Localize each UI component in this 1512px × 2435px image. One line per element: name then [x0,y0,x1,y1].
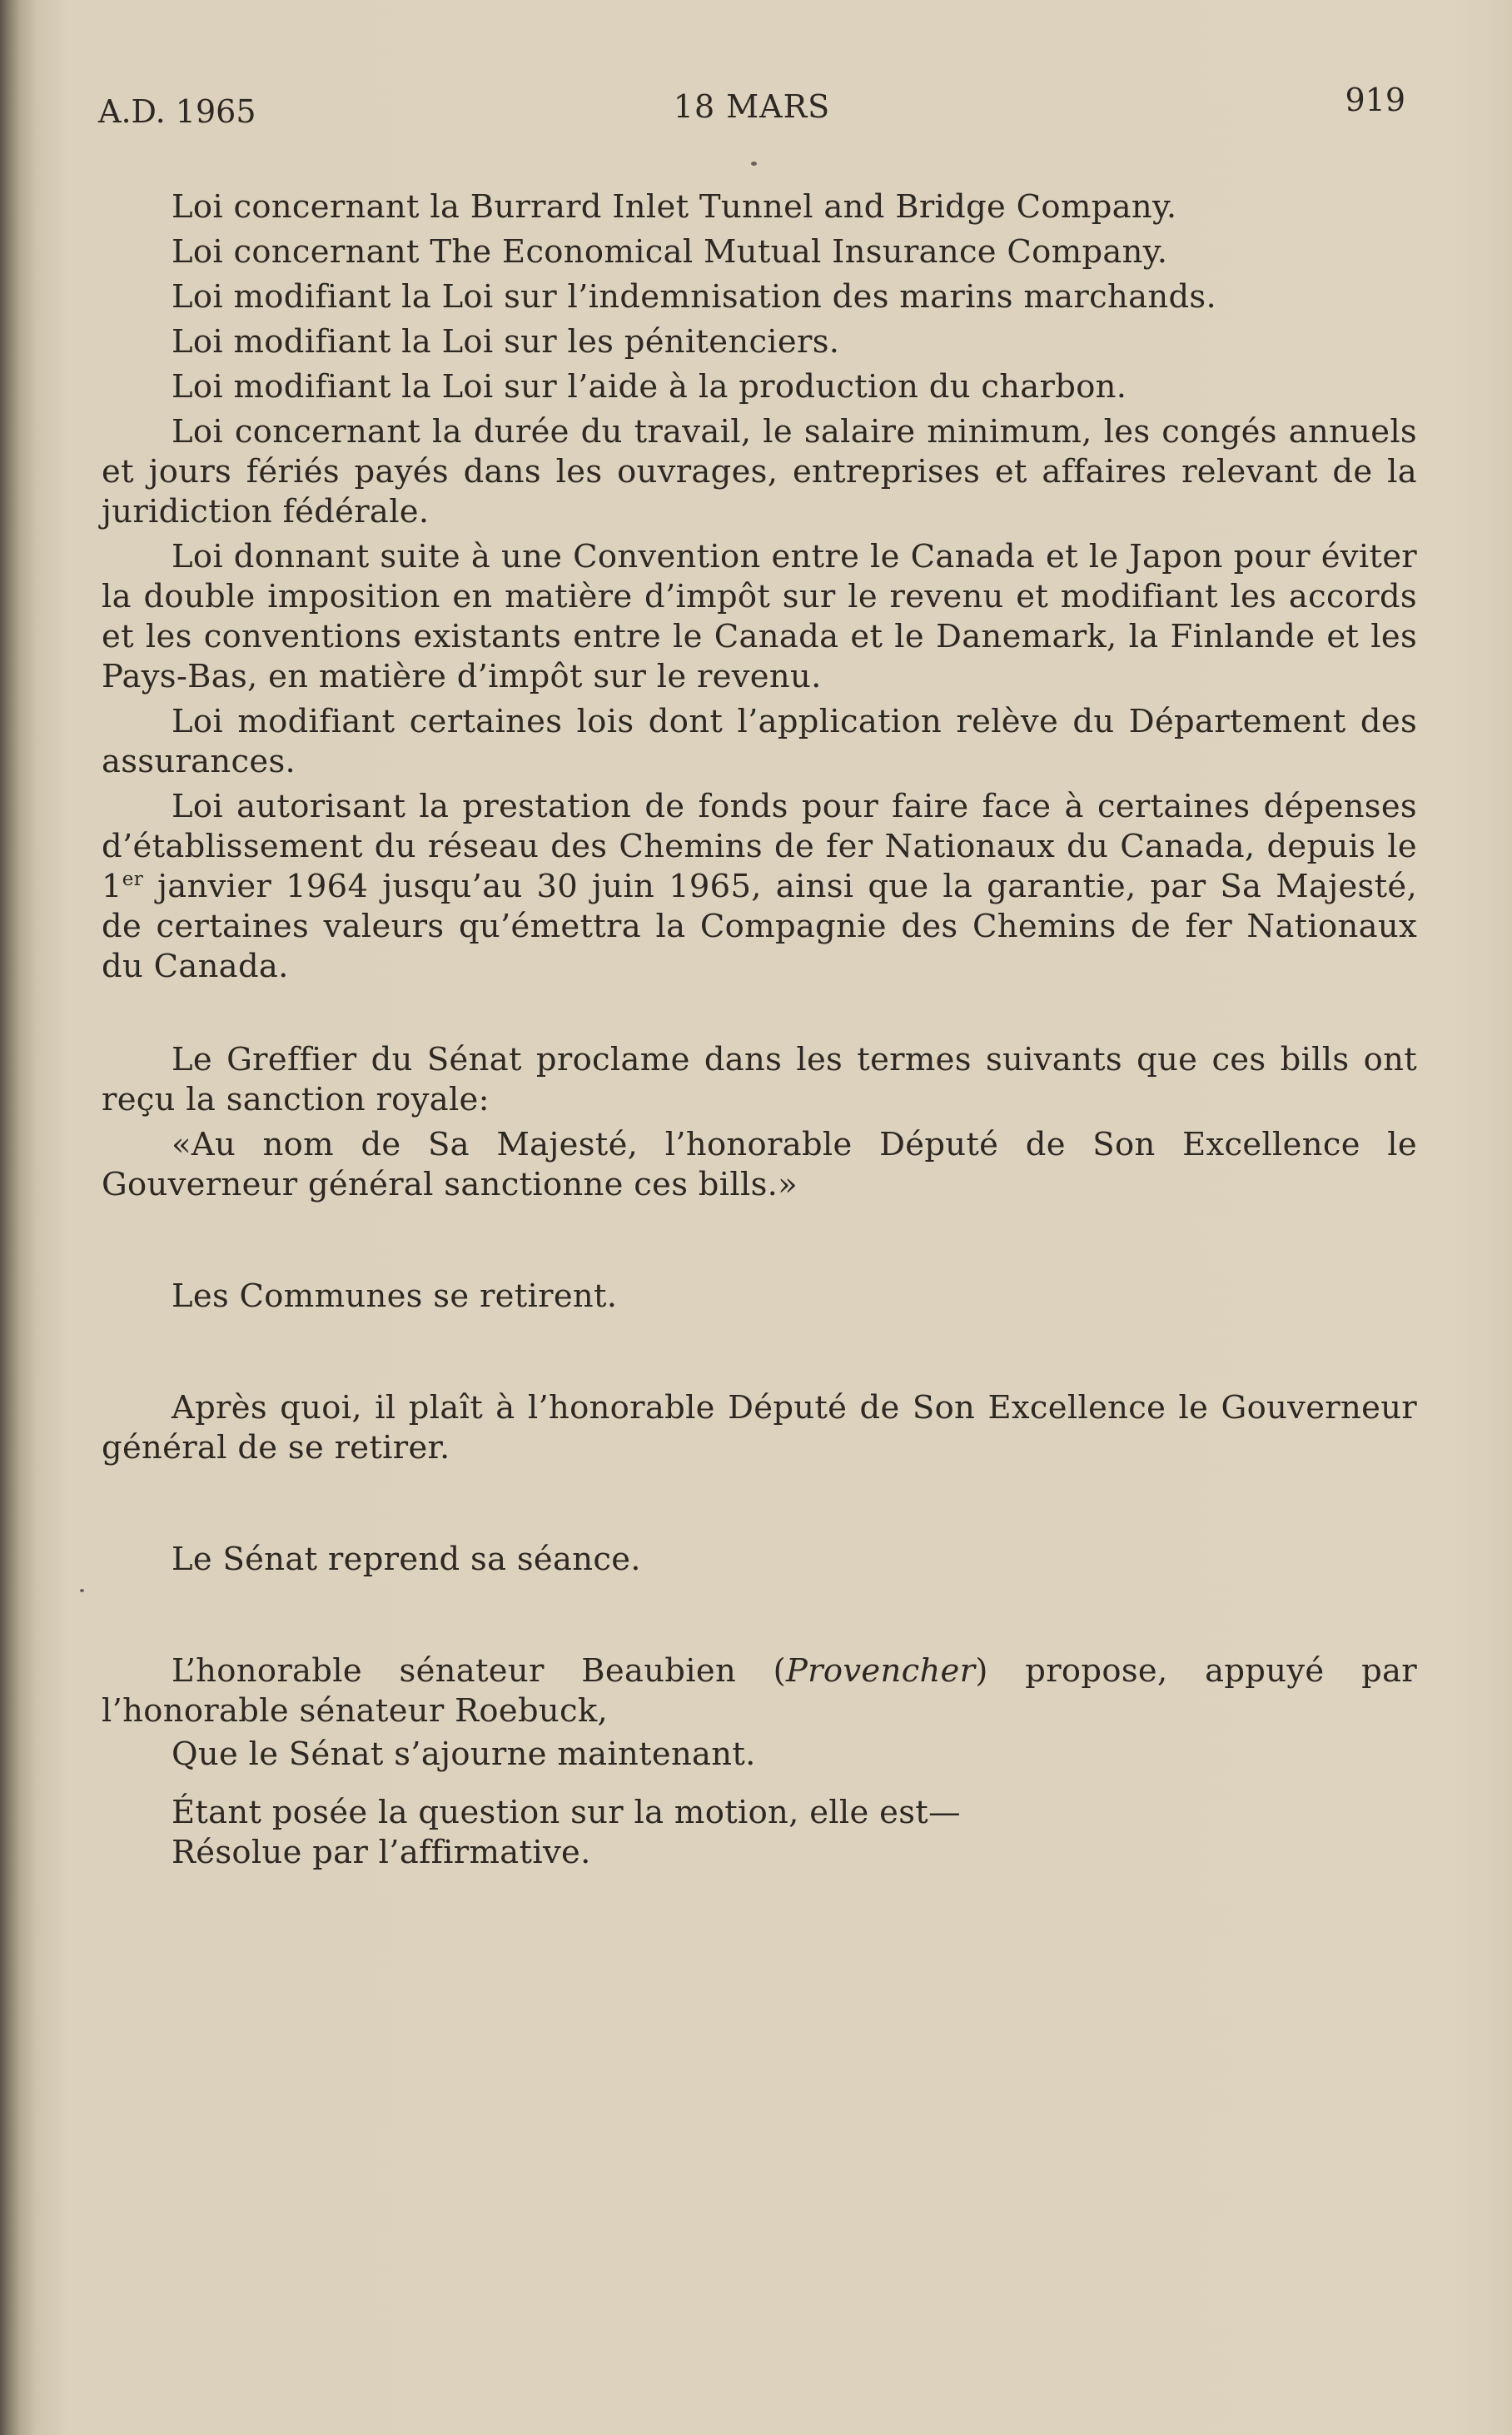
document-page [37,0,1512,2435]
header-date: 18 MARS [673,88,831,125]
ink-speck [80,1589,84,1592]
motion-content: Que le Sénat s’ajourne maintenant. [172,1735,756,1773]
bill-item: Loi concernant la durée du travail, le salaire minimum, les congés annuels et jours fériés payés dans les ouvrages, entreprises et affaires relevant de la juridiction fédérale. [102,413,1417,530]
motion-text-cont: ) propose, appuyé par l’honorable sénateur Roebuck, [102,1652,1417,1730]
motion-text: L’honorable sénateur Beaubien ( [172,1652,786,1690]
page-header [98,82,1405,132]
page-binding-edge [0,0,37,2435]
bill-item: Loi concernant The Economical Mutual Insurance Company. [172,233,1168,271]
royal-assent-quote: «Au nom de Sa Majesté, l’honorable Député de Son Excellence le Gouverneur général sanctionne ces bills.» [102,1126,1417,1203]
document-body [102,187,1417,1878]
bill-item: Loi modifiant la Loi sur l’aide à la production du charbon. [172,368,1127,406]
ink-speck [751,162,757,166]
page-number: 919 [1345,82,1405,118]
ordinal-suffix: er [122,869,144,891]
deputy-retires: Après quoi, il plaît à l’honorable Député de Son Excellence le Gouverneur général de se retirer. [102,1389,1417,1466]
proclamation-paragraph: Le Greffier du Sénat proclame dans les termes suivants que ces bills ont reçu la sanction royale: [102,1041,1417,1118]
bill-item: Loi concernant la Burrard Inlet Tunnel and Bridge Company. [172,188,1177,226]
motion-riding: Provencher [785,1652,976,1690]
ordinal-number: 1 [102,868,122,905]
bill-item: Loi donnant suite à une Convention entre le Canada et le Japon pour éviter la double imposition en matière d’impôt sur le revenu et modifiant les accords et les conventions existants entre le Canada et le Danemark, la Finlande et les Pays-Bas, en matière d’impôt sur le revenu. [102,538,1417,695]
bill-item: Loi modifiant la Loi sur l’indemnisation des marins marchands. [172,278,1216,316]
senate-resumes: Le Sénat reprend sa séance. [172,1541,641,1578]
header-year: A.D. 1965 [98,93,256,130]
question-put: Étant posée la question sur la motion, elle est— [172,1794,961,1831]
bill-item: Loi modifiant la Loi sur les pénitenciers. [172,323,840,361]
bill-item [102,787,1417,987]
bill-item-text-cont: janvier 1964 jusqu’au 30 juin 1965, ainsi que la garantie, par Sa Majesté, de certaines valeurs qu’émettra la Compagnie des Chemins de fer Nationaux du Canada. [102,868,1417,985]
resolution-result: Résolue par l’affirmative. [172,1834,591,1871]
bill-item-text: Loi autorisant la prestation de fonds pour faire face à certaines dépenses d’établissement du réseau des Chemins de fer Nationaux du Canada, depuis le [102,788,1417,865]
bill-item: Loi modifiant certaines lois dont l’application relève du Département des assurances. [102,703,1417,780]
commons-withdraw: Les Communes se retirent. [172,1277,618,1315]
motion-paragraph [102,1651,1417,1731]
